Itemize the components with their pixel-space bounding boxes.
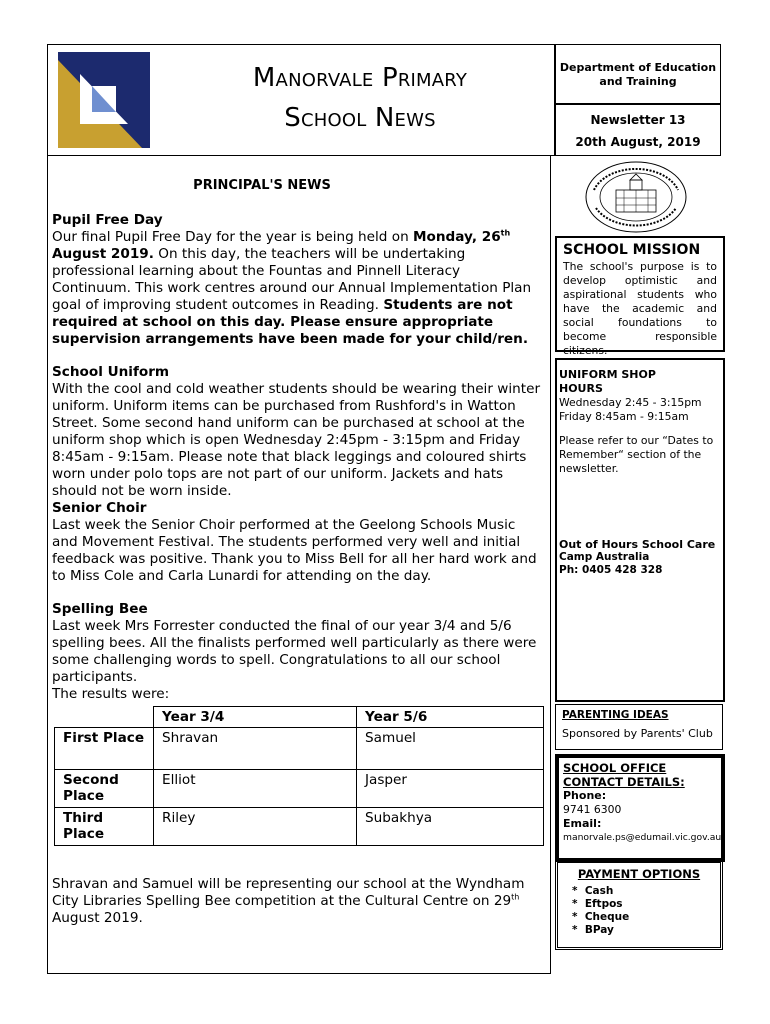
parenting-ideas-title: PARENTING IDEAS [562, 709, 669, 721]
list-item: * Cash [572, 885, 614, 897]
table-cell: First Place [55, 728, 154, 770]
table-row [55, 770, 544, 808]
department-label: Department of Education and Training [555, 44, 721, 104]
title-line-2: School News [284, 103, 436, 133]
office-phone-label: Phone: [563, 789, 607, 802]
mission-title: SCHOOL MISSION [563, 242, 701, 258]
table-cell: Elliot [154, 770, 357, 808]
school-uniform-title: School Uniform [52, 364, 170, 380]
table-cell: Riley [154, 808, 357, 846]
pfd-text-b: On this day, the teachers will be undertaking professional learning about the Fountas and Pinnell Literacy Continuum. This work centres around our Annual Implementation Plan goal of improving student outcomes in Reading. [52, 246, 532, 313]
office-title: SCHOOL OFFICE CONTACT DETAILS: [563, 761, 685, 789]
list-item: * Eftpos [572, 898, 623, 910]
title-line-1: Manorvale Primary [252, 63, 468, 93]
pfd-sup: th [500, 228, 511, 238]
spelling-bee-text: Last week Mrs Forrester conducted the final of our year 3/4 and 5/6 spelling bees. All the finalists performed well particularly as there were some challenging words to spell. Congratulations to all our school participants. [52, 618, 537, 685]
closing-b: August 2019. [52, 910, 143, 926]
closing-a: Shravan and Samuel will be representing our school at the Wyndham City Libraries Spelling Bee competition at the Cultural Centre on 29 [52, 876, 525, 909]
payment-option: Eftpos [584, 898, 623, 910]
uniform-shop-hours-1: Wednesday 2:45 - 3:15pm [559, 396, 702, 409]
mission-text: The school's purpose is to develop optimistic and aspirational students who have the academic and social foundations to become responsible citizens. [563, 260, 717, 357]
senior-choir-title: Senior Choir [52, 500, 147, 516]
school-uniform-section [52, 364, 542, 500]
office-email: manorvale.ps@edumail.vic.gov.au [563, 832, 722, 843]
table-cell: Third Place [55, 808, 154, 846]
table-header-row [55, 707, 544, 728]
oshc-phone: Ph: 0405 428 328 [559, 564, 663, 576]
payment-list [558, 885, 720, 937]
table-row [55, 728, 544, 770]
uniform-shop-title: UNIFORM SHOP HOURS [559, 368, 656, 395]
principal-news-heading: PRINCIPAL'S NEWS [193, 178, 331, 193]
closing-sup: th [511, 892, 520, 902]
school-logo [58, 52, 150, 148]
pupil-free-day-section [52, 212, 542, 348]
table-header-cell: Year 3/4 [154, 707, 357, 728]
payment-title: PAYMENT OPTIONS [577, 867, 701, 881]
payment-options-box [555, 860, 723, 950]
table-cell: Shravan [154, 728, 357, 770]
payment-option: BPay [584, 924, 614, 936]
issue-info [555, 104, 721, 156]
spelling-bee-title: Spelling Bee [52, 601, 148, 617]
uniform-shop-hours-2: Friday 8:45am - 9:15am [559, 410, 689, 423]
senior-choir-text: Last week the Senior Choir performed at the Geelong Schools Music and Movement Festival. The students performed very well and initial feedback was positive. Thank you to Miss Bell for all her hard work and to Miss Cole and Carla Lunardi for attending on the day. [52, 517, 537, 584]
office-email-label: Email: [563, 817, 602, 830]
uniform-shop-box [555, 358, 725, 702]
newsletter-date: 20th August, 2019 [575, 135, 701, 149]
office-phone: 9741 6300 [563, 803, 622, 816]
table-header-cell: Year 5/6 [357, 707, 544, 728]
spelling-closing-text [52, 876, 542, 927]
table-cell: Jasper [357, 770, 544, 808]
table-cell: Subakhya [357, 808, 544, 846]
table-header-cell [55, 707, 154, 728]
oshc-provider: Camp Australia [559, 551, 650, 563]
payment-option: Cash [584, 885, 614, 897]
school-office-box [555, 754, 725, 862]
parenting-ideas-box [555, 704, 723, 750]
senior-choir-section [52, 500, 542, 585]
school-seal [584, 160, 688, 234]
school-mission-box [555, 236, 725, 357]
spelling-bee-section [52, 601, 542, 686]
oshc-title: Out of Hours School Care [559, 538, 716, 551]
table-cell: Samuel [357, 728, 544, 770]
results-intro: The results were: [52, 686, 170, 702]
uniform-shop-note: Please refer to our “Dates to Remember“ section of the newsletter. [559, 434, 714, 475]
pupil-free-day-title: Pupil Free Day [52, 212, 163, 228]
spelling-results-table [54, 706, 544, 846]
table-cell: Second Place [55, 770, 154, 808]
parenting-ideas-text: Sponsored by Parents' Club [562, 727, 713, 740]
list-item: * BPay [572, 924, 614, 936]
school-uniform-text: With the cool and cold weather students should be wearing their winter uniform. Uniform items can be purchased from Rushford's in Watton Street. Some second hand uniform can be purchased at school at the uniform shop which is open Wednesday 2:45pm - 3:15pm and Friday 8:45am - 9:15am. Please note that black leggings and coloured shirts worn under polo tops are not part of our uniform. Jackets and hats should not be worn inside. [52, 381, 541, 499]
list-item: * Cheque [572, 911, 630, 923]
pfd-text-a: Our final Pupil Free Day for the year is being held on [52, 229, 414, 245]
newsletter-title [170, 58, 550, 138]
pupil-free-day-text [52, 229, 542, 348]
newsletter-number: Newsletter 13 [590, 113, 686, 127]
pfd-bold-end: Students are not required at school on this day. Please ensure appropriate supervision arrangements have been made for your child/ren. [52, 297, 528, 347]
pfd-date: Monday, 26 [413, 229, 501, 245]
pfd-year: August 2019. [52, 246, 154, 262]
table-row [55, 808, 544, 846]
payment-option: Cheque [584, 911, 630, 923]
